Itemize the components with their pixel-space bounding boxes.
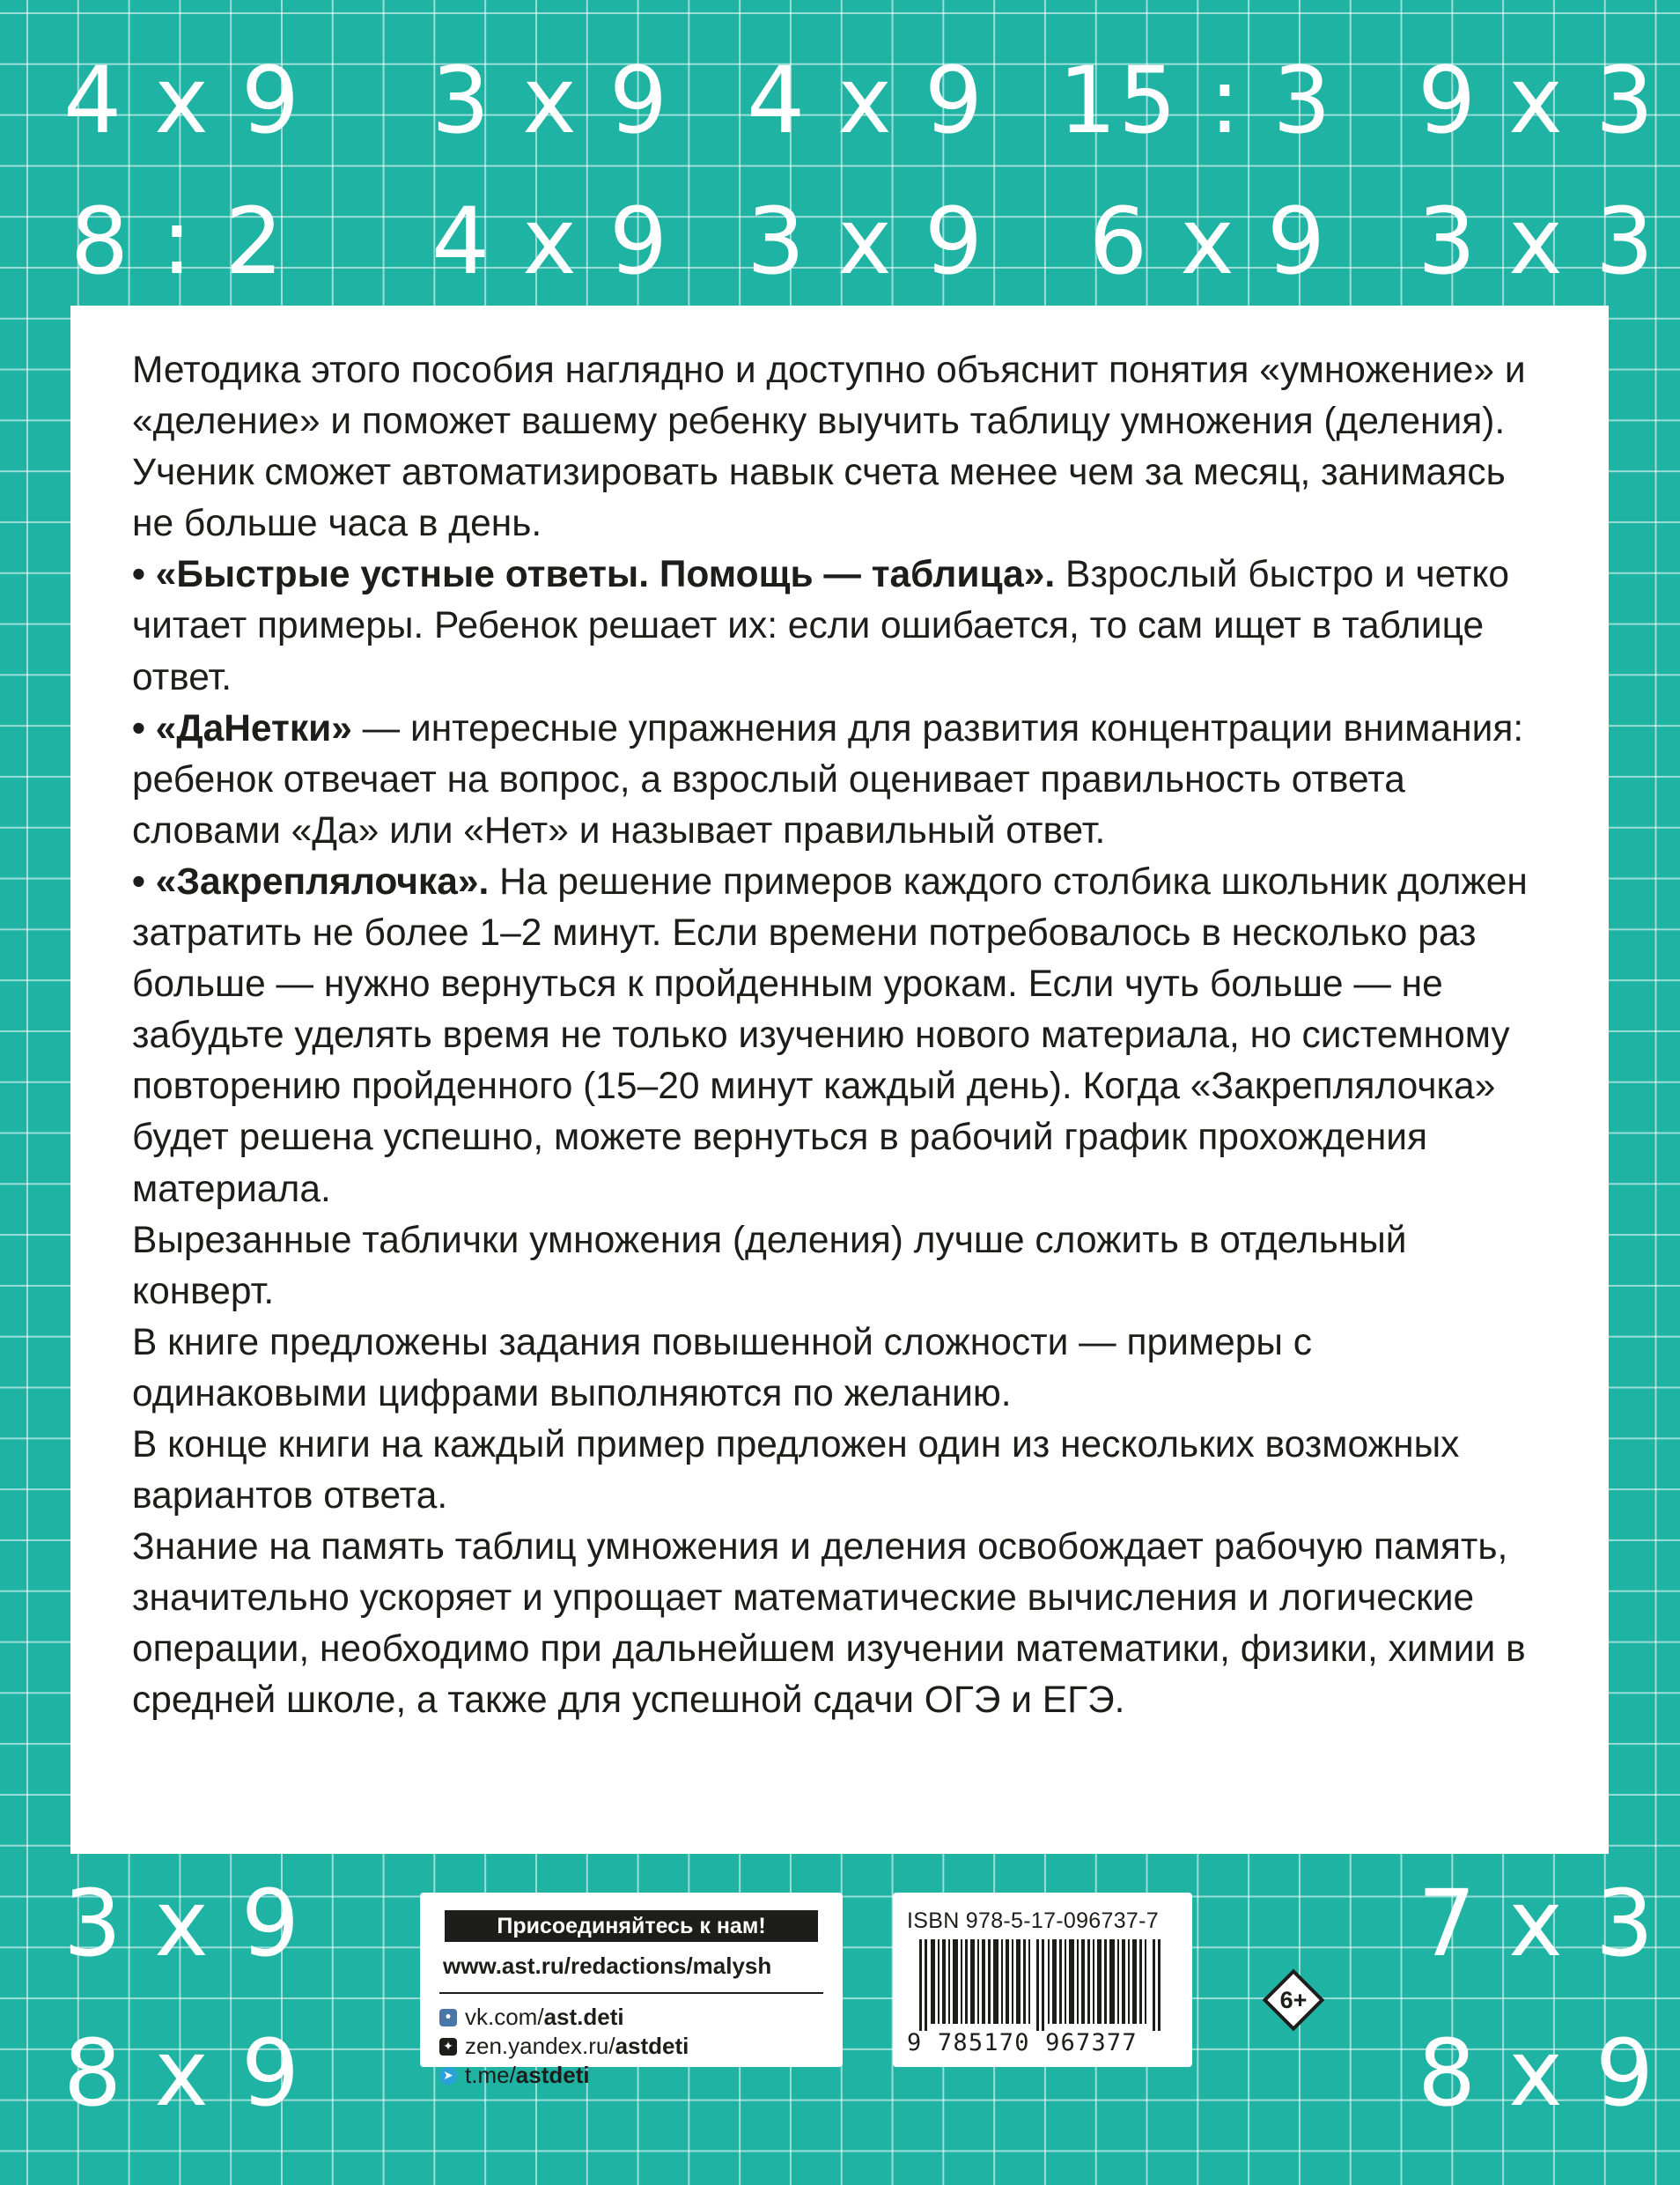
envelope-paragraph: Вырезанные таблички умножения (деления) лучше сложить в отдельный конверт. — [132, 1219, 1407, 1312]
barcode-icon — [907, 1939, 1178, 2031]
vk-icon: • — [439, 2009, 457, 2026]
divider — [439, 1992, 823, 1994]
bullet-danetki-title: • «ДаНетки» — [132, 707, 352, 749]
telegram-link-handle: astdeti — [515, 2062, 590, 2088]
vk-link-handle: ast.deti — [543, 2004, 624, 2030]
vk-link-prefix: vk.com/ — [465, 2004, 544, 2030]
answers-paragraph: В конце книги на каждый пример предложен один из нескольких возможных вариантов ответа. — [132, 1423, 1460, 1517]
example-top-9: 6 x 9 — [1089, 188, 1327, 295]
vk-link[interactable] — [439, 2003, 823, 2032]
bullet-fast-answers — [132, 550, 1556, 703]
telegram-icon: ➤ — [439, 2067, 457, 2085]
bullet-fast-answers-title: • «Быстрые устные ответы. Помощь — таблица». — [132, 554, 1056, 596]
example-top-1: 4 x 9 — [63, 47, 301, 154]
zen-link-handle: astdeti — [615, 2033, 689, 2059]
barcode-digits: 9 785170 967377 — [907, 2029, 1138, 2056]
description-panel — [70, 306, 1609, 1854]
bullet-zakreplyalochka — [132, 857, 1556, 1215]
intro-paragraph: Методика этого пособия наглядно и доступно объяснит понятия «умножение» и «деление» и поможет вашему ребенку выучить таблицу умножения (деления). Ученик сможет автоматизировать навык счета менее чем за месяц, занимаясь не больше часа в день. — [132, 350, 1526, 545]
website-link[interactable]: www.ast.ru/redactions/malysh — [443, 1952, 772, 1979]
age-rating-text: 6+ — [1279, 1987, 1308, 2013]
example-top-10: 3 x 3 — [1418, 188, 1655, 295]
telegram-link[interactable] — [439, 2061, 823, 2090]
bullet-danetki-text: — интересные упражнения для развития концентрации внимания: ребенок отвечает на вопрос, а взрослый оценивает правильность ответа словами «Да» или «Нет» и называет правильный ответ. — [132, 707, 1524, 852]
bullet-danetki — [132, 704, 1556, 857]
bullet-fast-answers-text: Взрослый быстро и четко читает примеры. Ребенок решает их: если ошибается, то сам ищет в таблице ответ. — [132, 554, 1510, 698]
example-top-3: 4 x 9 — [747, 47, 984, 154]
age-rating-badge — [1259, 1966, 1328, 2034]
example-bottom-2: 7 x 3 — [1418, 1870, 1655, 1977]
telegram-link-prefix: t.me/ — [465, 2062, 516, 2088]
isbn-box — [893, 1893, 1192, 2067]
benefits-paragraph: Знание на память таблиц умножения и деления освобождает рабочую память, значительно ускоряет и упрощает математические вычисления и логические операции, необходимо при дальнейшем изучении математики, физики, химии в средней школе, а также для успешной сдачи ОГЭ и ЕГЭ. — [132, 1526, 1526, 1722]
example-top-5: 9 x 3 — [1418, 47, 1655, 154]
example-top-4: 15 : 3 — [1058, 47, 1333, 154]
example-bottom-3: 8 x 9 — [63, 2019, 301, 2127]
example-top-6: 8 : 2 — [70, 188, 285, 295]
description-text — [132, 345, 1556, 1727]
example-bottom-1: 3 x 9 — [63, 1870, 301, 1977]
bullet-zakreplyalochka-title: • «Закреплялочка». — [132, 860, 490, 903]
example-bottom-4: 8 x 9 — [1418, 2019, 1655, 2127]
zen-link[interactable] — [439, 2032, 823, 2061]
example-top-8: 3 x 9 — [747, 188, 984, 295]
join-us-banner: Присоединяйтесь к нам! — [445, 1910, 818, 1942]
zen-link-prefix: zen.yandex.ru/ — [465, 2033, 615, 2059]
isbn-number: ISBN 978-5-17-096737-7 — [907, 1908, 1159, 1933]
bullet-zakreplyalochka-text: На решение примеров каждого столбика школьник должен затратить не более 1–2 минут. Если времени потребовалось в несколько раз больше — нужно вернуться к пройденным урокам. Если чуть больше — не забудьте уделять время не только изучению нового материала, но системному повторению пройденного (15–20 минут каждый день). Когда «Закреплялочка» будет решена успешно, можете вернуться в рабочий график прохождения материала. — [132, 860, 1528, 1210]
difficulty-paragraph: В книге предложены задания повышенной сложности — примеры с одинаковыми цифрами выполняются по желанию. — [132, 1321, 1312, 1414]
example-top-7: 4 x 9 — [431, 188, 669, 295]
social-links-box — [420, 1893, 843, 2088]
zen-icon: ✦ — [439, 2038, 457, 2056]
example-top-2: 3 x 9 — [431, 47, 669, 154]
